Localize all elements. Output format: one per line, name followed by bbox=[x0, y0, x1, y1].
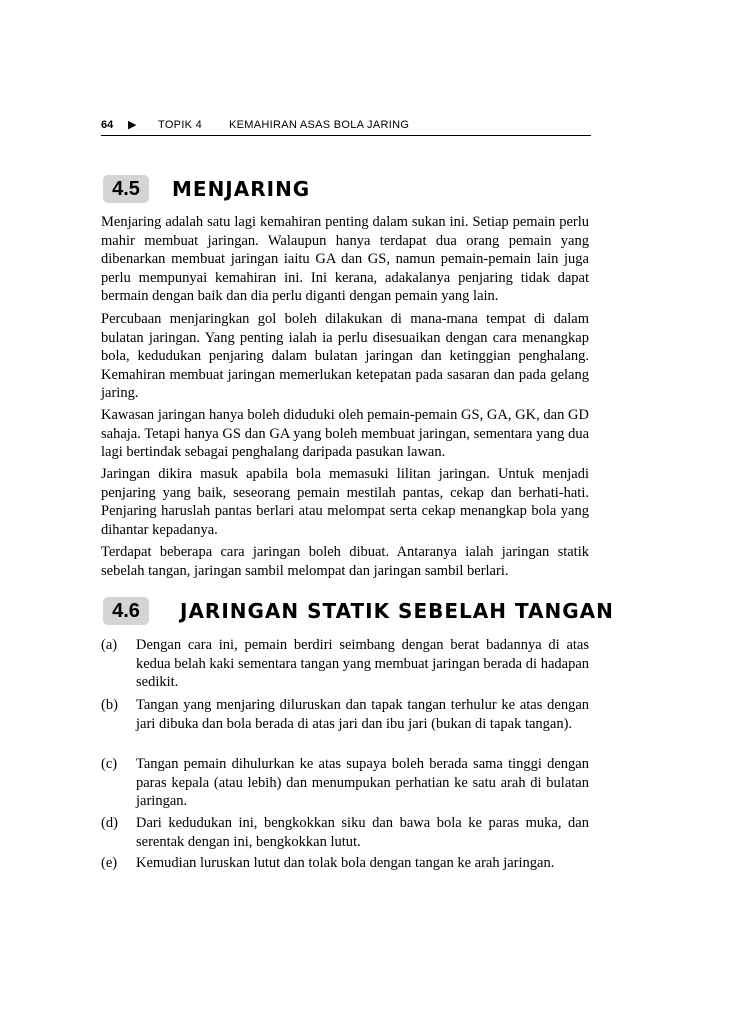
page-header bbox=[101, 117, 591, 136]
list-item-label: (e) bbox=[101, 855, 118, 871]
page-number: 64 bbox=[101, 119, 114, 131]
paragraph: Terdapat beberapa cara jaringan boleh dibuat. Antaranya ialah jaringan statik sebelah tangan, jaringan sambil melompat dan jaringan sambil berlari. bbox=[101, 544, 589, 579]
header-title: KEMAHIRAN ASAS BOLA JARING bbox=[229, 119, 410, 131]
list-item-text: Kemudian luruskan lutut dan tolak bola dengan tangan ke arah jaringan. bbox=[136, 855, 555, 871]
paragraph: Percubaan menjaringkan gol boleh dilakukan di mana-mana tempat di dalam bulatan jaringan. Yang penting ialah ia perlu disesuaikan dengan cara menangkap bola, kedudukan penjaring dalam bulatan jaringan dan ketinggian penghalang. Kemahiran membuat jaringan memerlukan ketepatan pada sasaran dan pada gelang jaring. bbox=[101, 311, 589, 401]
paragraph: Jaringan dikira masuk apabila bola memasuki lilitan jaringan. Untuk menjadi penjaring yang baik, seseorang pemain mestilah pantas, cekap dan berhati-hati. Penjaring haruslah pantas berlari atau melompat serta cekap menangkap bola yang dihantar kepadanya. bbox=[101, 466, 589, 538]
paragraph: Menjaring adalah satu lagi kemahiran penting dalam sukan ini. Setiap pemain perlu mahir membuat jaringan. Walaupun hanya terdapat dua orang pemain yang dibenarkan membuat jaringan iaitu GA dan GS, namun pemain-pemain lain juga perlu mempunyai kemahiran ini. Ini kerana, adakalanya penjaring tidak dapat bermain dengan baik dan dia perlu diganti dengan pemain yang lain. bbox=[101, 214, 589, 304]
paragraph: Kawasan jaringan hanya boleh diduduki oleh pemain-pemain GS, GA, GK, dan GD sahaja. Tetapi hanya GS dan GA yang boleh membuat jaringan, sementara yang dua lagi bertindak sebagai penghalang daripada pasukan lawan. bbox=[101, 407, 589, 460]
section-title: JARINGAN STATIK SEBELAH TANGAN bbox=[180, 599, 614, 623]
section-number-badge: 4.5 bbox=[103, 175, 149, 203]
list-item-text: Tangan pemain dihulurkan ke atas supaya boleh berada sama tinggi dengan paras kepala (atau lebih) dan menumpukan perhatian ke satu arah di bulatan jaringan. bbox=[136, 756, 589, 809]
section-number-badge: 4.6 bbox=[103, 597, 149, 625]
list-item-label: (a) bbox=[101, 637, 118, 653]
arrow-right-icon: ▶ bbox=[128, 119, 137, 131]
section-title: MENJARING bbox=[172, 177, 311, 201]
list-item-label: (c) bbox=[101, 756, 118, 772]
header-topic: TOPIK 4 bbox=[158, 119, 203, 131]
list-item-label: (b) bbox=[101, 697, 118, 713]
list-item-text: Tangan yang menjaring diluruskan dan tapak tangan terhulur ke atas dengan jari dibuka dan bola berada di atas jari dan ibu jari (bukan di tapak tangan). bbox=[136, 697, 589, 732]
list-item-text: Dengan cara ini, pemain berdiri seimbang dengan berat badannya di atas kedua belah kaki sementara tangan yang membuat jaringan berada di hadapan sedikit. bbox=[136, 637, 589, 690]
list-item-text: Dari kedudukan ini, bengkokkan siku dan bawa bola ke paras muka, dan serentak dengan ini, bengkokkan lutut. bbox=[136, 815, 589, 850]
list-item-label: (d) bbox=[101, 815, 118, 831]
